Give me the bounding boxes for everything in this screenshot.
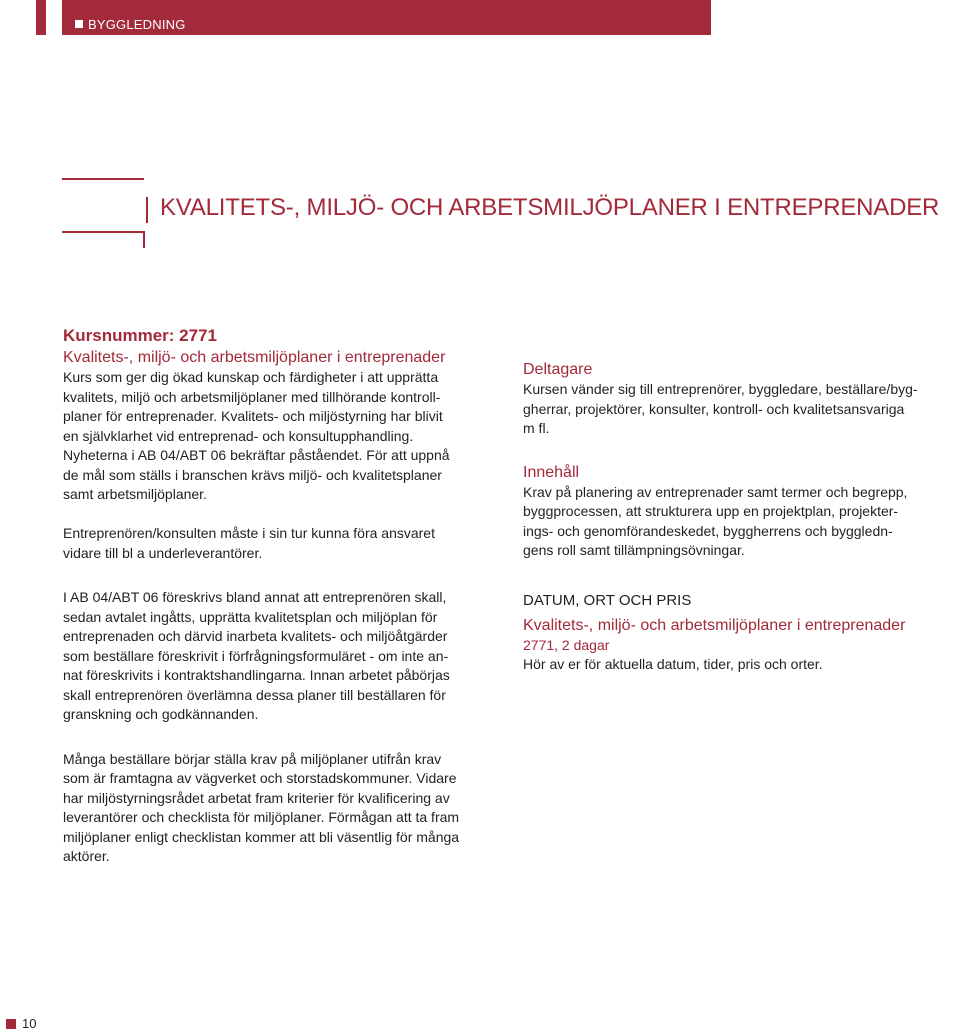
dates-info-text: Hör av er för aktuella datum, tider, pris och orter. (523, 655, 823, 672)
title-rule-bottom (62, 231, 144, 233)
title-rule-left-vertical (146, 197, 148, 223)
section-label: BYGGLEDNING (88, 17, 186, 32)
course-heading: Kvalitets-, miljö- och arbetsmiljöplaner i entreprenader (63, 349, 446, 366)
responsibility-paragraph: Entreprenören/konsulten måste i sin tur kunna föra ansvaret vidare till bl a underleverantörer. (63, 525, 435, 561)
participants-heading: Deltagare (523, 361, 593, 378)
ab04-paragraph: I AB 04/ABT 06 föreskrivs bland annat att entreprenören skall, sedan avtalet ingåtts, upprätta kvalitetsplan och miljöplan för entreprenaden och därvid inarbeta kvalitets- och miljöåtgärder som beställare föreskrivit i förfrågningsformuläret - om inte an- nat föreskrivits i kontraktshandlingarna. Innan arbetet påbörjas skall entreprenören överlämna dessa planer till beställaren för granskning och godkännanden. (63, 589, 450, 722)
course-number: Kursnummer: 2771 (63, 326, 218, 345)
intro-paragraph: Kurs som ger dig ökad kunskap och färdigheter i att upprätta kvalitets, miljö och arbetsmiljöplaner med tillhörande kontroll- planer för entreprenader. Kvalitets- och miljöstyrning har blivit en självklarhet vid entreprenad- och konsultupphandling. Nyheterna i AB 04/ABT 06 bekräftar påståendet. För att uppnå de mål som ställs i branschen krävs miljö- och kvalitetsplaner samt arbetsmiljöplaner. (63, 369, 450, 502)
right-column (523, 360, 953, 674)
footer-square (6, 1019, 16, 1029)
dates-heading: DATUM, ORT OCH PRIS (523, 591, 692, 609)
section-header-bar (62, 0, 711, 35)
page-number: 10 (22, 1016, 37, 1031)
page-title: KVALITETS-, MILJÖ- OCH ARBETSMILJÖPLANER I ENTREPRENADER (160, 194, 940, 221)
content-heading: Innehåll (523, 463, 580, 481)
content-text: Krav på planering av entreprenader samt termer och begrepp, byggprocessen, att strukturera upp en projektplan, projekter- ings- och genomförandeskedet, byggherrens och byggledn- gens roll samt tillämpningsövningar. (523, 483, 908, 558)
title-rule-top (62, 178, 144, 180)
left-column (63, 348, 503, 867)
title-rule-bottom-vertical (143, 231, 145, 248)
dates-course-name: Kvalitets-, miljö- och arbetsmiljöplaner i entreprenader (523, 616, 906, 634)
participants-text: Kursen vänder sig till entreprenörer, byggledare, beställare/byg- gherrar, projektörer, konsulter, kontroll- och kvalitetsansvariga m fl. (523, 381, 918, 436)
client-requirements-paragraph: Många beställare börjar ställa krav på miljöplaner utifrån krav som är framtagna av vägverket och storstadskommuner. Vidare har miljöstyrningsrådet arbetat fram kriterier för kvalificering av leverantörer och checklista för miljöplaner. Förmågan att ta fram miljöplaner enligt checklistan kommer att bli väsentlig för många aktörer. (63, 750, 460, 864)
dates-course-number: 2771, 2 dagar (523, 636, 610, 653)
header-bullet-square (75, 20, 83, 28)
header-accent-bar (36, 0, 46, 35)
